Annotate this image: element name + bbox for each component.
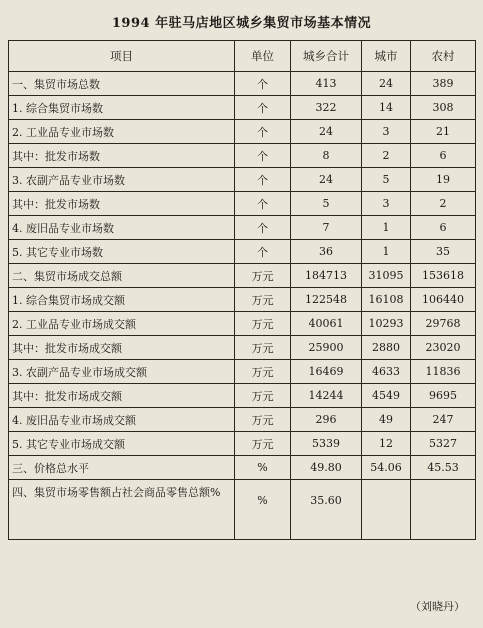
cell-total: 25900 [291, 336, 362, 360]
cell-unit: 万元 [235, 384, 291, 408]
cell-item: 1. 综合集贸市场成交额 [9, 288, 235, 312]
cell-city: 54.06 [362, 456, 411, 480]
cell-item: 一、集贸市场总数 [9, 72, 235, 96]
cell-item: 1. 综合集贸市场数 [9, 96, 235, 120]
cell-item: 其中：批发市场成交额 [9, 336, 235, 360]
cell-total: 24 [291, 120, 362, 144]
column-header-total: 城乡合计 [291, 41, 362, 72]
cell-rural: 35 [411, 240, 476, 264]
cell-unit: 个 [235, 168, 291, 192]
cell-unit: 万元 [235, 360, 291, 384]
cell-rural: 308 [411, 96, 476, 120]
cell-city: 4633 [362, 360, 411, 384]
cell-unit: 万元 [235, 432, 291, 456]
cell-total: 49.80 [291, 456, 362, 480]
cell-unit: 万元 [235, 312, 291, 336]
cell-rural: 247 [411, 408, 476, 432]
cell-rural: 11836 [411, 360, 476, 384]
cell-total: 413 [291, 72, 362, 96]
cell-city: 1 [362, 240, 411, 264]
table-row [9, 144, 476, 168]
cell-city: 3 [362, 120, 411, 144]
cell-rural: 19 [411, 168, 476, 192]
cell-unit: 个 [235, 120, 291, 144]
cell-total: 36 [291, 240, 362, 264]
cell-total: 40061 [291, 312, 362, 336]
table-row [9, 408, 476, 432]
table-row [9, 336, 476, 360]
cell-unit: 万元 [235, 264, 291, 288]
cell-unit: 个 [235, 240, 291, 264]
cell-rural [411, 480, 476, 540]
cell-city: 2880 [362, 336, 411, 360]
cell-city: 1 [362, 216, 411, 240]
column-header-rural: 农村 [411, 41, 476, 72]
cell-city: 3 [362, 192, 411, 216]
cell-item: 其中：批发市场数 [9, 192, 235, 216]
cell-rural: 153618 [411, 264, 476, 288]
cell-rural: 389 [411, 72, 476, 96]
cell-city: 31095 [362, 264, 411, 288]
cell-item: 3. 农副产品专业市场成交额 [9, 360, 235, 384]
cell-rural: 21 [411, 120, 476, 144]
cell-rural: 29768 [411, 312, 476, 336]
table-row [9, 168, 476, 192]
cell-total: 296 [291, 408, 362, 432]
table-row [9, 264, 476, 288]
cell-total: 122548 [291, 288, 362, 312]
cell-rural: 45.53 [411, 456, 476, 480]
cell-unit: % [235, 456, 291, 480]
table-row [9, 120, 476, 144]
table-row [9, 312, 476, 336]
header-row [9, 41, 476, 72]
cell-rural: 5327 [411, 432, 476, 456]
cell-unit: 个 [235, 216, 291, 240]
table-row [9, 360, 476, 384]
table-row [9, 480, 476, 540]
cell-item: 2. 工业品专业市场数 [9, 120, 235, 144]
table-row [9, 456, 476, 480]
column-header-item: 项目 [9, 41, 235, 72]
column-header-city: 城市 [362, 41, 411, 72]
cell-total: 5 [291, 192, 362, 216]
cell-total: 8 [291, 144, 362, 168]
table-row [9, 192, 476, 216]
cell-total: 16469 [291, 360, 362, 384]
cell-item: 二、集贸市场成交总额 [9, 264, 235, 288]
cell-city: 2 [362, 144, 411, 168]
table-title: 1994 年驻马店地区城乡集贸市场基本情况 [111, 16, 372, 31]
cell-item: 三、价格总水平 [9, 456, 235, 480]
table-row [9, 384, 476, 408]
cell-city: 5 [362, 168, 411, 192]
cell-total: 184713 [291, 264, 362, 288]
cell-unit: 个 [235, 96, 291, 120]
cell-item: 4. 废旧品专业市场成交额 [9, 408, 235, 432]
cell-total: 322 [291, 96, 362, 120]
cell-total: 35.60 [291, 480, 362, 540]
table-row [9, 216, 476, 240]
cell-city: 24 [362, 72, 411, 96]
table-row [9, 72, 476, 96]
cell-unit: 个 [235, 192, 291, 216]
cell-unit: % [235, 480, 291, 540]
market-stats-table [8, 40, 476, 540]
cell-total: 24 [291, 168, 362, 192]
table-row [9, 432, 476, 456]
cell-total: 5339 [291, 432, 362, 456]
cell-total: 7 [291, 216, 362, 240]
cell-city: 49 [362, 408, 411, 432]
cell-rural: 106440 [411, 288, 476, 312]
cell-item: 3. 农副产品专业市场数 [9, 168, 235, 192]
author-credit: （刘晓丹） [410, 600, 465, 613]
cell-city: 10293 [362, 312, 411, 336]
cell-item: 2. 工业品专业市场成交额 [9, 312, 235, 336]
cell-item: 四、集贸市场零售额占社会商品零售总额% [9, 480, 235, 540]
table-row [9, 240, 476, 264]
table-row [9, 96, 476, 120]
cell-city: 14 [362, 96, 411, 120]
table-row [9, 288, 476, 312]
cell-unit: 个 [235, 144, 291, 168]
cell-city: 16108 [362, 288, 411, 312]
cell-item: 5. 其它专业市场数 [9, 240, 235, 264]
cell-rural: 6 [411, 144, 476, 168]
cell-rural: 2 [411, 192, 476, 216]
cell-unit: 个 [235, 72, 291, 96]
cell-city: 12 [362, 432, 411, 456]
cell-city: 4549 [362, 384, 411, 408]
cell-item: 其中：批发市场成交额 [9, 384, 235, 408]
cell-rural: 23020 [411, 336, 476, 360]
cell-item: 其中：批发市场数 [9, 144, 235, 168]
cell-unit: 万元 [235, 408, 291, 432]
cell-unit: 万元 [235, 288, 291, 312]
cell-total: 14244 [291, 384, 362, 408]
cell-rural: 9695 [411, 384, 476, 408]
cell-rural: 6 [411, 216, 476, 240]
cell-item: 5. 其它专业市场成交额 [9, 432, 235, 456]
cell-item: 4. 废旧品专业市场数 [9, 216, 235, 240]
cell-city [362, 480, 411, 540]
column-header-unit: 单位 [235, 41, 291, 72]
cell-unit: 万元 [235, 336, 291, 360]
